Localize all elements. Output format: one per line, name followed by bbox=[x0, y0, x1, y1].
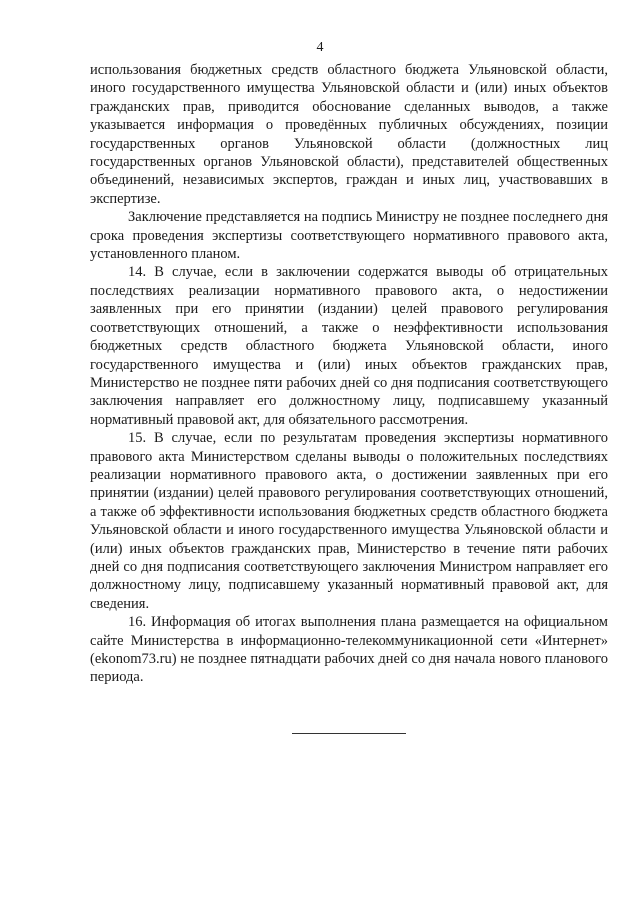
paragraph-conclusion-signing: Заключение представляется на подпись Министру не позднее последнего дня срока проведения экспертизы соответствующего нормативного правового акта, установленного планом. bbox=[90, 209, 608, 263]
paragraph-item-15: 15. В случае, если по результатам проведения экспертизы нормативного правового акта Министерством сделаны выводы о положительных последствиях реализации нормативного правового акта, о достижении заявленных при его принятии (издании) целей правового регулирования соответствующих отношений, а также об эффективности использования бюджетных средств областного бюджета Ульяновской области и иного государственного имущества Ульяновской области и (или) иных объектов гражданских прав, Министерство в течение пяти рабочих дней со дня подписания соответствующего заключения Министром направляет его должностному лицу, подписавшему указанный нормативный правовой акт, для сведения. bbox=[90, 430, 608, 612]
page-number: 4 bbox=[316, 40, 324, 55]
paragraph-item-14: 14. В случае, если в заключении содержатся выводы об отрицательных последствиях реализации нормативного правового акта, о недостижении заявленных при его принятии (издании) целей правового регулирования соответствующих отношений, а также о неэффективности использования бюджетных средств областного бюджета Ульяновской области, иного государственного имущества и (или) иных объектов гражданских прав, Министерство не позднее пяти рабочих дней со дня подписания соответствующего заключения направляет его должностному лицу, подписавшему указанный нормативный правовой акт, для обязательного рассмотрения. bbox=[90, 264, 608, 428]
paragraph-item-16: 16. Информация об итогах выполнения плана размещается на официальном сайте Министерства в информационно-телекоммуникационной сети «Интернет» (ekonom73.ru) не позднее пятнадцати рабочих дней со дня начала нового планового периода. bbox=[90, 614, 608, 686]
paragraph-continuation: использования бюджетных средств областного бюджета Ульяновской области, иного государственного имущества Ульяновской области и (или) иных объектов гражданских прав, приводится обоснование сделанных выводов, а также указывается информация о проведённых публичных обсуждениях, позиции государственных органов Ульяновской области (должностных лиц государственных органов Ульяновской области), представителей общественных объединений, независимых экспертов, граждан и иных лиц, участвовавших в экспертизе. bbox=[90, 62, 608, 207]
document-body bbox=[90, 61, 608, 687]
end-divider-line bbox=[292, 733, 406, 734]
